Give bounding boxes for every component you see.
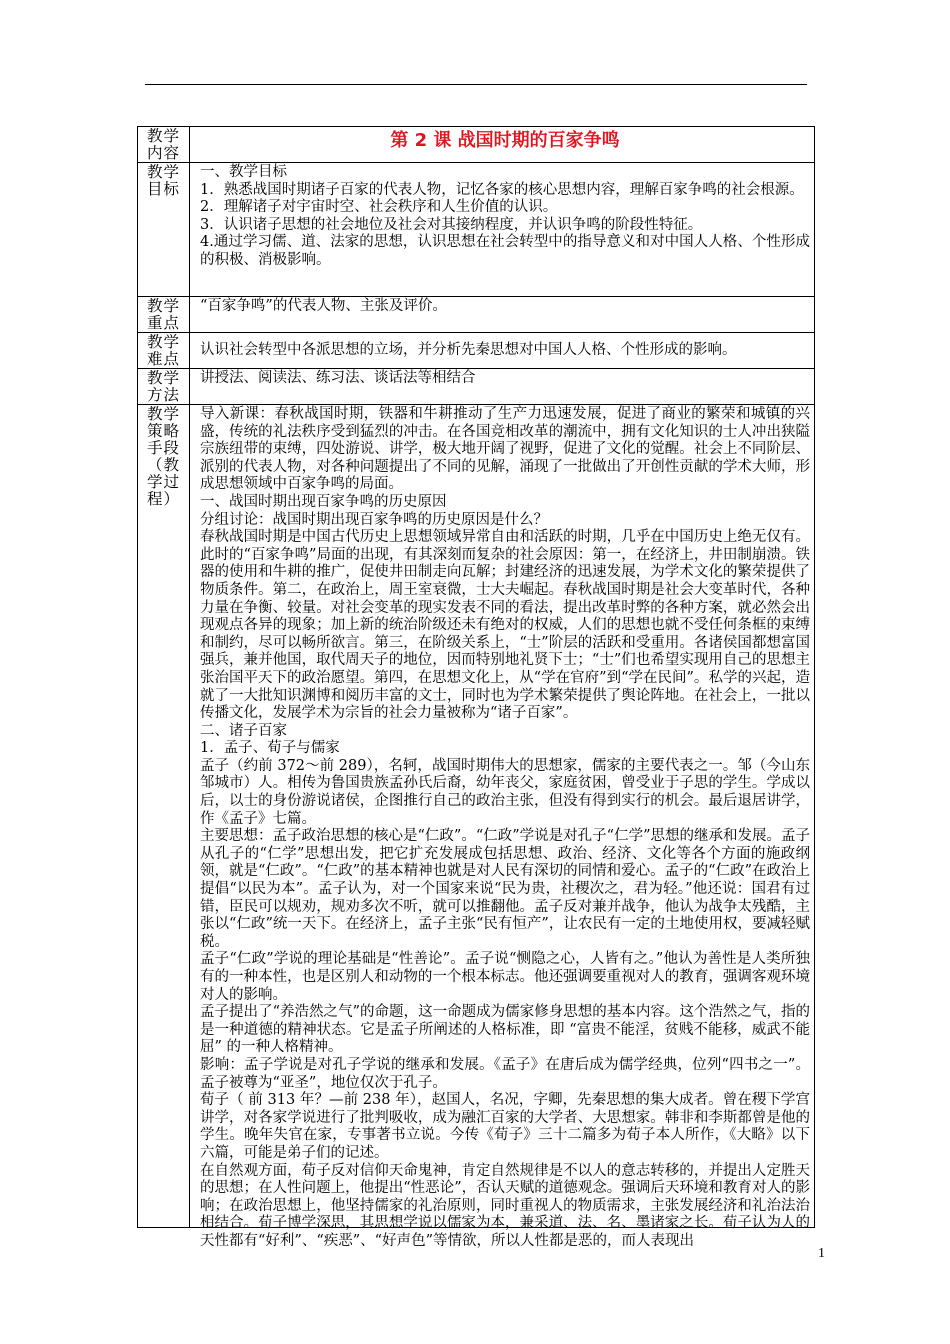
row-process (138, 405, 815, 1228)
process-paragraph: 春秋战国时期是中国古代历史上思想领域异常自由和活跃的时期，几乎在中国历史上绝无仅有。此时的“百家争鸣”局面的出现，有其深刻而复杂的社会原因：第一，在经济上，井田制崩溃。铁器的使用和牛耕的推广，促使井田制走向瓦解；封建经济的迅速发展，为学术文化的繁荣提供了物质条件。第二，在政治上，周王室衰微，士大夫崛起。春秋战国时期是社会大变革时代，各种力量在争衡、较量。对社会变革的现实发表不同的看法，提出改革时弊的各种方案，就必然会出现观点各异的现象；加上新的统治阶级还未有绝对的权威，人们的思想也就不受任何条框的束缚和制约，尽可以畅所欲言。第三，在阶级关系上，“士”阶层的活跃和受重用。各诸侯国都想富国强兵，兼并他国，取代周天子的地位，因而特别地礼贤下士；“士”们也希望实现用自己的思想主张治国平天下的政治愿望。第四，在思想文化上，从“学在官府”到“学在民间”。私学的兴起，造就了一大批知识渊博和阅历丰富的文士，同时也为学术繁荣提供了舆论阵地。在社会上，一批以传播文化，发展学术为宗旨的社会力量被称为“诸子百家”。 (200, 529, 810, 722)
lesson-title: 第 2 课 战国时期的百家争鸣 (390, 130, 620, 151)
process-paragraph: 在自然观方面，荀子反对信仰天命鬼神，肯定自然规律是不以人的意志转移的，并提出人定胜天的思想；在人性问题上，他提出“性恶论”，否认天赋的道德观念。强调后天环境和教育对人的影响；在政治思想上，他坚持儒家的礼治原则，同时重视人的物质需求，主张发展经济和礼治法治相结合。荀子博学深思，其思想学说以儒家为本，兼采道、法、名、墨诸家之长。荀子认为人的天性都有“好利”、“疾恶”、“好声色”等情欲，所以人性都是恶的，而人表现出 (200, 1162, 810, 1249)
process-paragraph: 主要思想：孟子政治思想的核心是“仁政”。“仁政”学说是对孔子“仁学”思想的继承和发展。孟子从孔子的“仁学”思想出发，把它扩充发展成包括思想、政治、经济、文化等各个方面的施政纲领，就是“仁政”。“仁政”的基本精神也就是对人民有深切的同情和爱心。孟子的“仁政”在政治上提倡“以民为本”。孟子认为，对一个国家来说“民为贵，社稷次之，君为轻。”他还说：国君有过错，臣民可以规劝，规劝多次不听，就可以推翻他。孟子反对兼并战争，他认为战争太残酷，主张以“仁政”统一天下。在经济上，孟子主张“民有恒产”，让农民有一定的土地使用权，要减轻赋税。 (200, 828, 810, 950)
process-paragraph: 分组讨论：战国时期出现百家争鸣的历史原因是什么？ (200, 511, 548, 528)
difficulties-text: 认识社会转型中各派思想的立场，并分析先秦思想对中国人人格、个性形成的影响。 (200, 341, 737, 358)
row-label-content: 教学内容 (138, 127, 190, 163)
objectives-line: 2．理解诸子对宇宙时空、社会秩序和人生价值的认识。 (200, 199, 558, 216)
section-heading: 一、战国时期出现百家争鸣的历史原因 (200, 493, 447, 510)
objectives-line: 4.通过学习儒、道、法家的思想，认识思想在社会转型中的指导意义和对中国人人格、个性形成的积极、消极影响。 (200, 234, 810, 268)
row-content (138, 127, 815, 163)
process-paragraph: 孟子提出了“养浩然之气”的命题，这一命题成为儒家修身思想的基本内容。这个浩然之气，指的是一种道德的精神状态。它是孟子所阐述的人格标准，即 “富贵不能淫，贫贱不能移，威武不能屈” 的一种人格精神。 (200, 1004, 810, 1056)
process-paragraph: 孟子（约前 372～前 289），名轲，战国时期伟大的思想家，儒家的主要代表之一。邹（今山东邹城市）人。相传为鲁国贵族孟孙氏后裔，幼年丧父，家庭贫困，曾受业于子思的学生。学成以后，以士的身份游说诸侯，企图推行自己的政治主张，但没有得到实行的机会。最后退居讲学，作《孟子》七篇。 (200, 757, 810, 827)
lesson-plan-table (137, 126, 815, 1249)
objectives-line: 一、教学目标 (200, 164, 287, 180)
page-number: 1 (818, 1246, 825, 1261)
row-difficulties (138, 333, 815, 369)
methods-text: 讲授法、阅读法、练习法、谈话法等相结合 (200, 370, 476, 386)
process-paragraph: 荀子（ 前 313 年？—前 238 年），赵国人，名况，字卿，先秦思想的集大成者。曾在稷下学宫讲学，对各家学说进行了批判吸收，成为融汇百家的大学者、大思想家。韩非和李斯都曾是他的学生。晚年失官在家，专事著书立说。今传《荀子》三十二篇多为荀子本人所作，《大略》以下六篇，可能是弟子们的记述。 (200, 1092, 810, 1161)
objectives-line: 3．认识诸子思想的社会地位及社会对其接纳程度，并认识争鸣的阶段性特征。 (200, 216, 703, 233)
process-paragraph: 影响：孟子学说是对孔子学说的继承和发展。《孟子》在唐后成为儒学经典，位列“四书之一”。孟子被尊为“亚圣”，地位仅次于孔子。 (200, 1056, 810, 1091)
row-label-key-points: 教学重点 (138, 297, 190, 333)
row-label-methods: 教学方法 (138, 369, 190, 405)
section-heading: 二、诸子百家 (200, 722, 287, 739)
process-paragraph: 孟子“仁政”学说的理论基础是“性善论”。孟子说“恻隐之心，人皆有之。”他认为善性是人类所独有的一种本性，也是区别人和动物的一个根本标志。他还强调要重视对人的教育，强调客观环境对人的影响。 (200, 951, 810, 1003)
row-objectives (138, 163, 815, 297)
subsection-heading: 1．孟子、荀子与儒家 (200, 740, 340, 757)
key-points-text: “百家争鸣”的代表人物、主张及评价。 (200, 298, 447, 314)
objectives-body (190, 163, 815, 297)
row-label-objectives: 教学目标 (138, 163, 190, 297)
row-label-process: 教学策略手段（教学过程） (138, 405, 190, 1228)
row-label-difficulties: 教学难点 (138, 333, 190, 369)
process-paragraph: 导入新课：春秋战国时期，铁器和牛耕推动了生产力迅速发展，促进了商业的繁荣和城镇的兴盛，传统的礼法秩序受到猛烈的冲击。在各国竞相改革的潮流中，拥有文化知识的士人冲出狭隘宗族纽带的束缚，四处游说、讲学，极大地开阔了视野，促进了文化的觉醒。社会上不同阶层、派别的代表人物，对各种问题提出了不同的见解，涌现了一批做出了开创性贡献的学术大师，形成思想领域中百家争鸣的局面。 (200, 406, 810, 493)
row-methods (138, 369, 815, 405)
row-key-points (138, 297, 815, 333)
header-rule (145, 84, 807, 85)
process-body (190, 405, 815, 1249)
objectives-line: 1．熟悉战国时期诸子百家的代表人物，记忆各家的核心思想内容，理解百家争鸣的社会根源。 (200, 181, 804, 198)
